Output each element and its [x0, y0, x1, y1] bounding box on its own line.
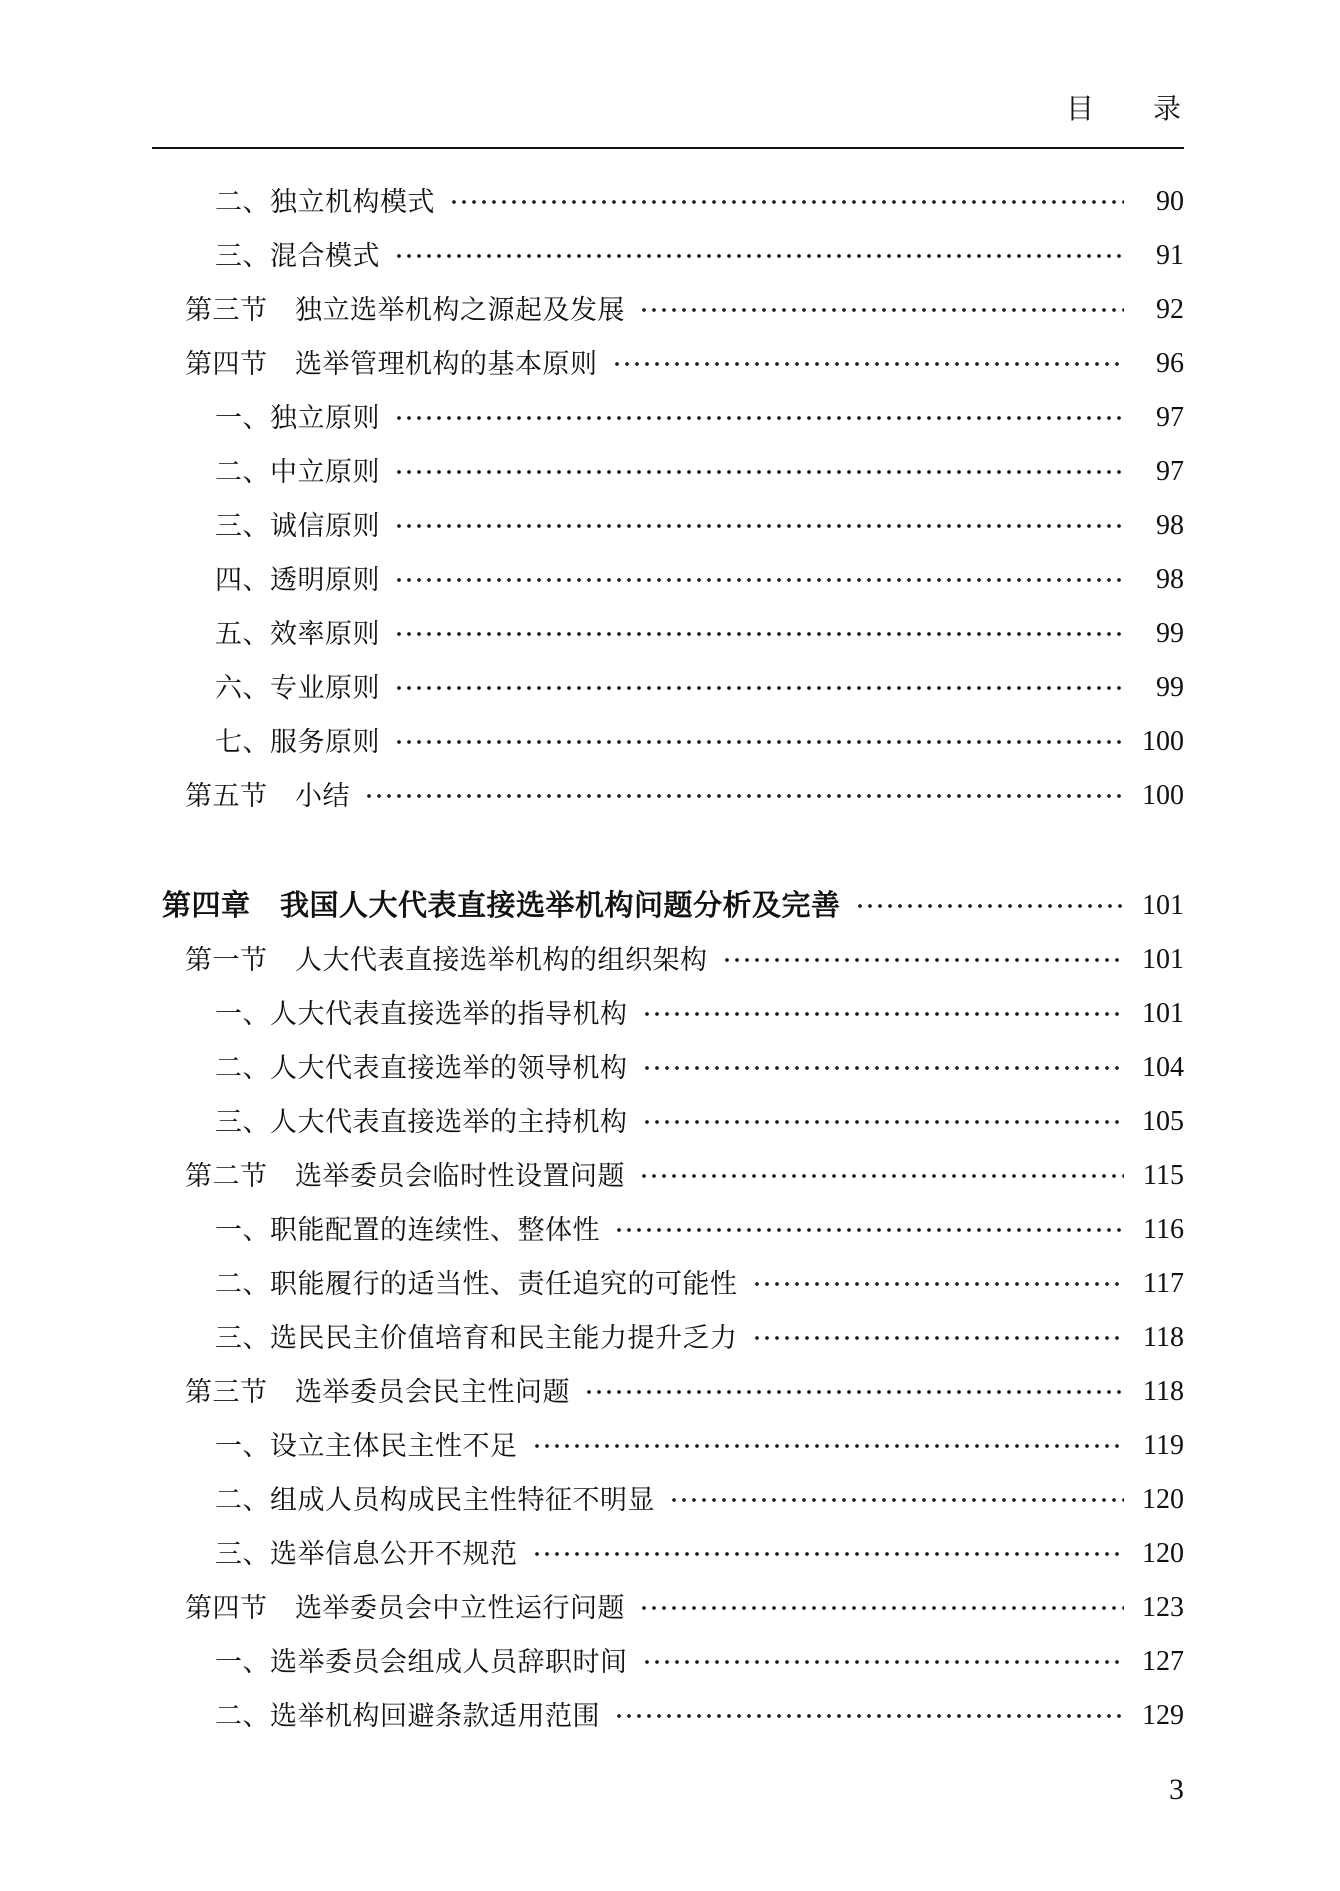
toc-entry-page: 118: [1143, 1376, 1184, 1407]
toc-entry-page: 97: [1156, 456, 1184, 487]
toc-entry-sub[interactable]: [152, 1041, 1184, 1095]
toc-entry-label: 二、中立原则: [215, 457, 380, 487]
toc-entry-label: 二、选举机构回避条款适用范围: [215, 1701, 600, 1731]
dot-leader: [637, 300, 1124, 320]
toc-entry-label: 三、选举信息公开不规范: [215, 1539, 518, 1569]
toc-entry-section[interactable]: [152, 1365, 1184, 1419]
toc-entry-sub[interactable]: [152, 1527, 1184, 1581]
dot-leader: [720, 950, 1125, 970]
dot-leader: [612, 1220, 1124, 1240]
toc-entry-section[interactable]: [152, 337, 1184, 391]
toc-entry-label: 二、组成人员构成民主性特征不明显: [215, 1485, 655, 1515]
toc-entry-section[interactable]: [152, 769, 1184, 823]
toc-entry-sub[interactable]: [152, 391, 1184, 445]
dot-leader: [637, 1166, 1124, 1186]
toc-entry-sub[interactable]: [152, 553, 1184, 607]
toc-entry-label: 第一节 人大代表直接选举机构的组织架构: [185, 945, 708, 975]
toc-entry-section[interactable]: [152, 1581, 1184, 1635]
toc-entry-page: 120: [1142, 1484, 1184, 1515]
toc-entry-label: 一、设立主体民主性不足: [215, 1431, 518, 1461]
toc-entry-page: 91: [1156, 240, 1184, 271]
toc-entry-page: 123: [1142, 1592, 1184, 1623]
toc-entry-page: 101: [1142, 890, 1184, 921]
dot-leader: [610, 354, 1125, 374]
toc-entry-section[interactable]: [152, 933, 1184, 987]
toc-entry-label: 二、人大代表直接选举的领导机构: [215, 1053, 628, 1083]
toc-entry-sub[interactable]: [152, 175, 1184, 229]
toc-entry-label: 三、人大代表直接选举的主持机构: [215, 1107, 628, 1137]
dot-leader: [392, 624, 1124, 644]
toc-entry-page: 101: [1142, 998, 1184, 1029]
toc-entry-label: 第四节 选举委员会中立性运行问题: [185, 1593, 625, 1623]
dot-leader: [640, 1652, 1125, 1672]
toc-entry-page: 99: [1156, 618, 1184, 649]
toc-entry-page: 105: [1142, 1106, 1184, 1137]
toc-entry-label: 三、混合模式: [215, 241, 380, 271]
toc-entry-label: 第三节 选举委员会民主性问题: [185, 1377, 570, 1407]
toc-entry-page: 116: [1143, 1214, 1184, 1245]
toc-entry-page: 104: [1142, 1052, 1184, 1083]
toc-entry-label: 一、人大代表直接选举的指导机构: [215, 999, 628, 1029]
toc-entry-label: 第二节 选举委员会临时性设置问题: [185, 1161, 625, 1191]
dot-leader: [392, 246, 1124, 266]
toc-entry-sub[interactable]: [152, 607, 1184, 661]
page-content: [152, 0, 1184, 1743]
toc-entry-label: 三、诚信原则: [215, 511, 380, 541]
toc-entry-label: 一、职能配置的连续性、整体性: [215, 1215, 600, 1245]
dot-leader: [750, 1328, 1125, 1348]
toc-entry-sub[interactable]: [152, 1419, 1184, 1473]
toc-entry-sub[interactable]: [152, 1095, 1184, 1149]
toc-entry-sub[interactable]: [152, 1257, 1184, 1311]
toc-entry-label: 第五节 小结: [185, 781, 350, 811]
toc-entry-page: 100: [1142, 780, 1184, 811]
toc-entry-label: 一、独立原则: [215, 403, 380, 433]
dot-leader: [750, 1274, 1125, 1294]
toc-entry-page: 100: [1142, 726, 1184, 757]
toc-entry-section[interactable]: [152, 1149, 1184, 1203]
toc-entry-sub[interactable]: [152, 1689, 1184, 1743]
toc-entry-page: 99: [1156, 672, 1184, 703]
toc-entry-label: 七、服务原则: [215, 727, 380, 757]
toc-entry-label: 六、专业原则: [215, 673, 380, 703]
dot-leader: [530, 1544, 1125, 1564]
toc-entry-label: 第四章 我国人大代表直接选举机构问题分析及完善: [162, 890, 841, 922]
toc-entry-label: 一、选举委员会组成人员辞职时间: [215, 1647, 628, 1677]
toc-entry-sub[interactable]: [152, 445, 1184, 499]
toc-entry-label: 三、选民民主价值培育和民主能力提升乏力: [215, 1323, 738, 1353]
toc-entry-page: 119: [1143, 1430, 1184, 1461]
dot-leader: [392, 516, 1124, 536]
dot-leader: [582, 1382, 1124, 1402]
dot-leader: [640, 1112, 1125, 1132]
dot-leader: [392, 732, 1124, 752]
toc-entry-sub[interactable]: [152, 715, 1184, 769]
dot-leader: [392, 408, 1124, 428]
page-header: [152, 0, 1184, 125]
toc-entry-sub[interactable]: [152, 1203, 1184, 1257]
toc-entry-label: 五、效率原则: [215, 619, 380, 649]
dot-leader: [530, 1436, 1125, 1456]
toc-entry-page: 115: [1143, 1160, 1184, 1191]
toc-entry-section[interactable]: [152, 283, 1184, 337]
dot-leader: [447, 192, 1124, 212]
dot-leader: [853, 896, 1124, 916]
toc-entry-label: 第三节 独立选举机构之源起及发展: [185, 295, 625, 325]
toc-entry-label: 第四节 选举管理机构的基本原则: [185, 349, 598, 379]
toc-entry-page: 90: [1156, 186, 1184, 217]
toc-entry-label: 二、职能履行的适当性、责任追究的可能性: [215, 1269, 738, 1299]
dot-leader: [640, 1004, 1125, 1024]
dot-leader: [392, 678, 1124, 698]
toc-entry-sub[interactable]: [152, 499, 1184, 553]
toc-entry-label: 二、独立机构模式: [215, 187, 435, 217]
dot-leader: [667, 1490, 1124, 1510]
toc-entry-label: 四、透明原则: [215, 565, 380, 595]
dot-leader: [637, 1598, 1124, 1618]
dot-leader: [392, 462, 1124, 482]
toc-entry-chapter[interactable]: [152, 879, 1184, 933]
toc-entry-page: 120: [1142, 1538, 1184, 1569]
toc-entry-page: 92: [1156, 294, 1184, 325]
toc-entry-page: 117: [1143, 1268, 1184, 1299]
page-footer: [152, 1770, 1184, 1810]
toc-entry-page: 129: [1142, 1700, 1184, 1731]
dot-leader: [612, 1706, 1124, 1726]
dot-leader: [362, 786, 1124, 806]
toc-entry-page: 97: [1156, 402, 1184, 433]
toc-entry-sub[interactable]: [152, 229, 1184, 283]
toc-entry-page: 127: [1142, 1646, 1184, 1677]
toc-entry-page: 118: [1143, 1322, 1184, 1353]
toc-entry-sub[interactable]: [152, 1473, 1184, 1527]
toc-entry-sub[interactable]: [152, 661, 1184, 715]
toc-entry-sub[interactable]: [152, 1635, 1184, 1689]
toc-entry-page: 101: [1142, 944, 1184, 975]
dot-leader: [640, 1058, 1125, 1078]
toc-entry-page: 96: [1156, 348, 1184, 379]
toc-entry-sub[interactable]: [152, 987, 1184, 1041]
dot-leader: [392, 570, 1124, 590]
toc-entry-page: 98: [1156, 564, 1184, 595]
toc-list: [152, 149, 1184, 1743]
toc-entry-sub[interactable]: [152, 1311, 1184, 1365]
page-title: 目 录: [1065, 94, 1182, 125]
toc-entry-page: 98: [1156, 510, 1184, 541]
footer-page-number: 3: [1169, 1773, 1184, 1806]
